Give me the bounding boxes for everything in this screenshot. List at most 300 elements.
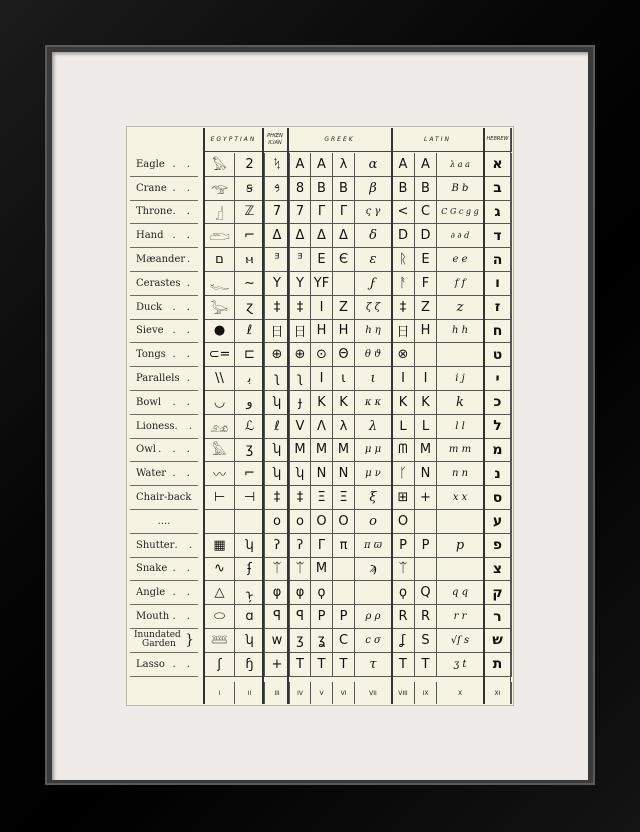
glyph-cell: F	[415, 272, 437, 296]
glyph-cell: ⊙	[311, 343, 333, 367]
glyph-cell: ᴲ	[290, 248, 311, 272]
glyph-cell: ל	[484, 415, 512, 439]
glyph-cell: ◡	[205, 391, 235, 415]
row-label	[130, 510, 198, 534]
glyph-cell: 𓅬	[205, 296, 235, 320]
glyph-cell: o	[355, 510, 392, 534]
glyph-cell: π	[333, 534, 355, 558]
glyph-cell	[355, 581, 392, 605]
glyph-cell: ת	[484, 653, 512, 677]
glyph-cell: ג	[484, 201, 512, 225]
row-labels-column	[128, 128, 200, 704]
glyph-cell: q q	[437, 581, 484, 605]
glyph-cell: 𓅠	[205, 177, 235, 201]
glyph-cell: ʮ	[265, 462, 290, 486]
glyph-cell: ש	[484, 629, 512, 653]
glyph-cell: Q	[415, 581, 437, 605]
glyph-cell: ד	[484, 224, 512, 248]
glyph-cell: π ϖ	[355, 534, 392, 558]
glyph-cell: ט	[484, 343, 512, 367]
glyph-cell: K	[415, 391, 437, 415]
glyph-cell: ꟼ	[290, 605, 311, 629]
glyph-cell: i j	[437, 367, 484, 391]
glyph-cell: Δ	[265, 224, 290, 248]
row-label-text: Owl	[136, 444, 156, 456]
glyph-cell: 𓊨	[205, 201, 235, 225]
glyph-cell: ז	[484, 296, 512, 320]
row-label	[130, 629, 198, 653]
glyph-cell: ⬭	[205, 605, 235, 629]
brace: }	[185, 631, 194, 648]
leader-dots: . .	[172, 396, 194, 408]
glyph-cell: c σ	[355, 629, 392, 653]
glyph-cell: h h	[437, 320, 484, 344]
leader-dots: . .	[172, 230, 194, 242]
glyph-cell	[205, 510, 235, 534]
glyph-cell: ε	[355, 248, 392, 272]
row-label	[130, 439, 198, 463]
glyph-cell: ם	[205, 248, 235, 272]
glyph-cell: ᠨ	[235, 581, 265, 605]
glyph-cell: ᛪ	[265, 153, 290, 177]
glyph-cell: ᛠ	[290, 558, 311, 582]
column-numeral: V	[311, 682, 333, 704]
glyph-cell: ɧ	[235, 653, 265, 677]
glyph-cell: 𓂧	[205, 224, 235, 248]
glyph-cell: ∿	[205, 558, 235, 582]
glyph-cell: ⊏	[235, 343, 265, 367]
glyph-cell: R	[415, 605, 437, 629]
row-label-text: Throne	[136, 206, 173, 218]
glyph-cell: B	[311, 177, 333, 201]
glyph-cell: S	[415, 629, 437, 653]
row-label	[130, 248, 198, 272]
row-label	[130, 153, 198, 177]
glyph-cell: Ξ	[311, 486, 333, 510]
glyph-cell: Δ	[290, 224, 311, 248]
row-label	[130, 177, 198, 201]
glyph-cell: λ	[333, 153, 355, 177]
glyph-cell: פ	[484, 534, 512, 558]
glyph-cell: ʃ	[205, 653, 235, 677]
row-label-text: Lioness	[136, 420, 175, 432]
header-latin: LATIN	[392, 128, 484, 152]
glyph-cell: D	[415, 224, 437, 248]
glyph-cell: N	[311, 462, 333, 486]
glyph-cell: מ	[484, 439, 512, 463]
glyph-cell: Y	[265, 272, 290, 296]
header-phoenician: PHŒN ICIAN	[263, 128, 288, 152]
glyph-cell: V	[290, 415, 311, 439]
glyph-cell: M	[311, 439, 333, 463]
glyph-cell: ~	[235, 272, 265, 296]
row-label	[130, 558, 198, 582]
leader-dots: . .	[172, 206, 194, 218]
glyph-cell: H	[415, 320, 437, 344]
glyph-cell: Θ	[333, 343, 355, 367]
glyph-cell: l l	[437, 415, 484, 439]
row-label-text: Cerastes	[136, 277, 181, 289]
group-divider	[262, 128, 264, 704]
column-numeral: III	[265, 682, 290, 704]
glyph-cell: ‡	[265, 486, 290, 510]
glyph-cell: ι	[333, 367, 355, 391]
glyph-cell: ה	[484, 248, 512, 272]
glyph-cell: I	[311, 367, 333, 391]
leader-dots: .	[186, 254, 194, 266]
column-numeral: VII	[355, 682, 392, 704]
glyph-cell: Z	[333, 296, 355, 320]
glyph-cell: A	[290, 153, 311, 177]
glyph-cell: ʒ t	[437, 653, 484, 677]
row-label-line2: Garden	[142, 639, 176, 650]
glyph-cell: ʮ	[290, 462, 311, 486]
glyph-cell: ר	[484, 605, 512, 629]
glyph-cell: m m	[437, 439, 484, 463]
glyph-cell: Δ	[333, 224, 355, 248]
row-label	[130, 581, 198, 605]
row-label	[130, 272, 198, 296]
leader-dots: .	[186, 373, 194, 385]
leader-dots: . .	[172, 563, 194, 575]
glyph-cell: ‡	[265, 296, 290, 320]
glyph-cell: τ	[355, 653, 392, 677]
row-label-text: Shutter	[136, 539, 175, 551]
glyph-cell: ρ ρ	[355, 605, 392, 629]
glyph-cell: O	[392, 510, 415, 534]
glyph-cell: C G c g g	[437, 201, 484, 225]
row-label-text: Hand	[136, 230, 164, 242]
glyph-cell: x x	[437, 486, 484, 510]
glyph-cell: ע	[484, 510, 512, 534]
glyph-cell: Γ	[311, 201, 333, 225]
row-label	[130, 486, 198, 510]
glyph-cell: ʓ	[311, 629, 333, 653]
row-label	[130, 534, 198, 558]
glyph-cell: ⊂=	[205, 343, 235, 367]
glyph-cell: ʔ	[265, 534, 290, 558]
glyph-cell: ᚨ	[392, 272, 415, 296]
glyph-cell: Γ	[311, 534, 333, 558]
glyph-cell: B b	[437, 177, 484, 201]
glyph-cell: 日	[265, 320, 290, 344]
glyph-cell: ꞩ	[235, 177, 265, 201]
column-numeral: X	[437, 682, 484, 704]
glyph-cell: A	[392, 153, 415, 177]
glyph-cell: YF	[311, 272, 333, 296]
glyph-cell: I	[392, 367, 415, 391]
row-label-text: Sieve	[136, 325, 164, 337]
glyph-cell: ⊗	[392, 343, 415, 367]
glyph-cell	[415, 558, 437, 582]
glyph-cell: λ	[333, 415, 355, 439]
alphabet-grid	[203, 128, 511, 704]
glyph-cell: I	[415, 367, 437, 391]
glyph-cell: T	[415, 653, 437, 677]
header-egyptian: EGYPTIAN	[205, 128, 263, 152]
row-label-text: ....	[157, 515, 171, 527]
row-label-text: Mæander	[136, 254, 186, 266]
glyph-cell: ⲙ	[235, 248, 265, 272]
glyph-cell: L	[415, 415, 437, 439]
glyph-cell: Λ	[311, 415, 333, 439]
glyph-cell: ᛠ	[265, 558, 290, 582]
glyph-cell: ᚴ	[392, 462, 415, 486]
glyph-cell: P	[311, 605, 333, 629]
row-label	[130, 343, 198, 367]
glyph-cell: Ξ	[333, 486, 355, 510]
glyph-cell: 日	[392, 320, 415, 344]
glyph-cell: ⌐	[235, 462, 265, 486]
glyph-cell: n n	[437, 462, 484, 486]
glyph-cell: ʒ	[235, 439, 265, 463]
glyph-cell: ς γ	[355, 201, 392, 225]
row-label-text: Chair-back	[136, 492, 192, 504]
glyph-cell: 𐤁	[265, 177, 290, 201]
glyph-cell: θ ϑ	[355, 343, 392, 367]
glyph-cell	[333, 581, 355, 605]
glyph-cell: T	[333, 653, 355, 677]
glyph-cell: μ ν	[355, 462, 392, 486]
leader-dots: . .	[172, 658, 194, 670]
glyph-cell: ᗰ	[392, 439, 415, 463]
glyph-cell: H	[333, 320, 355, 344]
row-label	[130, 415, 198, 439]
glyph-cell: K	[392, 391, 415, 415]
glyph-cell: D	[392, 224, 415, 248]
glyph-cell: P	[392, 534, 415, 558]
glyph-cell: M	[311, 558, 333, 582]
glyph-cell: Є	[333, 248, 355, 272]
leader-dots: . .	[172, 349, 194, 361]
row-label-text: Lasso	[136, 658, 165, 670]
glyph-cell: ᒪ	[392, 415, 415, 439]
glyph-cell: P	[415, 534, 437, 558]
column-numeral: XI	[484, 682, 512, 704]
glyph-cell	[235, 510, 265, 534]
leader-dots: . .	[174, 539, 197, 551]
header-hebrew: HEBREW	[484, 128, 512, 152]
glyph-cell: ●	[205, 320, 235, 344]
glyph-cell: N	[333, 462, 355, 486]
row-label	[130, 391, 198, 415]
glyph-cell: λ a a	[437, 153, 484, 177]
header-greek: GREEK	[288, 128, 392, 152]
leader-dots: . .	[172, 587, 194, 599]
column-numeral: I	[205, 682, 235, 704]
glyph-cell: ב	[484, 177, 512, 201]
row-label-text: Angle	[136, 587, 166, 599]
row-label	[130, 462, 198, 486]
leader-dots: . .	[172, 325, 194, 337]
glyph-cell: ⊢	[205, 486, 235, 510]
glyph-cell: e e	[437, 248, 484, 272]
glyph-cell: O	[333, 510, 355, 534]
glyph-cell: △	[205, 581, 235, 605]
row-label	[130, 653, 198, 677]
glyph-cell: z	[437, 296, 484, 320]
glyph-cell: ⊣	[235, 486, 265, 510]
glyph-cell: ∂ ∂ d	[437, 224, 484, 248]
row-label-text: Crane	[136, 182, 167, 194]
glyph-cell: 𓃭	[205, 415, 235, 439]
glyph-cell: M	[290, 439, 311, 463]
glyph-cell: o	[290, 510, 311, 534]
row-label-text: Water	[136, 468, 167, 480]
leader-dots: .	[186, 277, 194, 289]
glyph-cell: ϡ	[355, 558, 392, 582]
glyph-cell: ⊕	[265, 343, 290, 367]
glyph-cell: ﺑ	[235, 367, 265, 391]
leader-dots: . .	[172, 158, 194, 170]
row-label	[130, 296, 198, 320]
glyph-cell: K	[311, 391, 333, 415]
row-label	[130, 320, 198, 344]
glyph-cell: י	[484, 367, 512, 391]
glyph-cell: צ	[484, 558, 512, 582]
leader-dots: . .	[172, 301, 194, 313]
group-divider	[483, 128, 485, 704]
glyph-cell: 𓆷	[205, 629, 235, 653]
column-numeral: VIII	[392, 682, 415, 704]
glyph-cell: μ μ	[355, 439, 392, 463]
glyph-cell: ק	[484, 581, 512, 605]
glyph-cell: α	[355, 153, 392, 177]
glyph-cell: ʆ	[392, 629, 415, 653]
glyph-cell	[333, 558, 355, 582]
glyph-cell: 8	[290, 177, 311, 201]
glyph-cell: ϙ	[311, 581, 333, 605]
row-label-line1: Inundated	[134, 630, 181, 641]
glyph-cell: δ	[355, 224, 392, 248]
row-label	[130, 201, 198, 225]
glyph-cell: T	[311, 653, 333, 677]
leader-dots: . . .	[158, 444, 194, 456]
glyph-cell: B	[392, 177, 415, 201]
row-label-text: Eagle	[136, 158, 165, 170]
glyph-cell: T	[392, 653, 415, 677]
glyph-cell: Δ	[311, 224, 333, 248]
glyph-cell: C	[415, 201, 437, 225]
glyph-cell: +	[265, 653, 290, 677]
glyph-cell: A	[415, 153, 437, 177]
glyph-cell	[333, 272, 355, 296]
glyph-cell: ▦	[205, 534, 235, 558]
glyph-cell: O	[311, 510, 333, 534]
glyph-cell: λ	[355, 415, 392, 439]
glyph-cell: M	[415, 439, 437, 463]
glyph-cell: ʅ	[290, 367, 311, 391]
glyph-cell: כ	[484, 391, 512, 415]
glyph-cell: H	[311, 320, 333, 344]
row-label-text: Snake	[136, 563, 168, 575]
glyph-cell: 日	[290, 320, 311, 344]
glyph-cell: φ	[265, 581, 290, 605]
glyph-cell: B	[415, 177, 437, 201]
glyph-cell: κ κ	[355, 391, 392, 415]
glyph-cell: w	[265, 629, 290, 653]
leader-dots: . .	[172, 468, 194, 480]
glyph-cell: ᛠ	[392, 558, 415, 582]
row-label	[130, 367, 198, 391]
glyph-cell: ⌐	[235, 224, 265, 248]
leader-dots: . .	[172, 182, 194, 194]
group-divider	[287, 128, 289, 704]
glyph-cell: T	[290, 653, 311, 677]
glyph-cell: ϙ	[392, 581, 415, 605]
glyph-cell: 7	[265, 201, 290, 225]
glyph-cell: ℓ	[235, 320, 265, 344]
glyph-cell: ℒ	[235, 415, 265, 439]
glyph-cell: E	[311, 248, 333, 272]
row-label-text: Tongs	[136, 349, 166, 361]
glyph-cell	[415, 343, 437, 367]
leader-dots: . .	[172, 611, 194, 623]
glyph-cell: I	[311, 296, 333, 320]
glyph-cell: φ	[290, 581, 311, 605]
glyph-cell: ℤ	[235, 201, 265, 225]
row-label	[130, 224, 198, 248]
glyph-cell: N	[415, 462, 437, 486]
glyph-cell: ʮ	[265, 439, 290, 463]
glyph-cell	[437, 343, 484, 367]
glyph-cell: ס	[484, 486, 512, 510]
glyph-cell	[437, 558, 484, 582]
row-label-text: Bowl	[136, 396, 162, 408]
glyph-cell: f f	[437, 272, 484, 296]
column-numeral: II	[235, 682, 265, 704]
glyph-cell: 𓅓	[205, 439, 235, 463]
glyph-cell: ⊞	[392, 486, 415, 510]
glyph-cell: 𓅃	[205, 153, 235, 177]
leader-dots: . .	[174, 420, 197, 432]
glyph-cell: ‡	[392, 296, 415, 320]
glyph-cell: 𓆑	[205, 272, 235, 296]
glyph-cell: E	[415, 248, 437, 272]
glyph-cell: +	[415, 486, 437, 510]
glyph-cell: r r	[437, 605, 484, 629]
glyph-cell: P	[333, 605, 355, 629]
column-numeral: VI	[333, 682, 355, 704]
glyph-cell: ξ	[355, 486, 392, 510]
glyph-cell: ℓ	[265, 415, 290, 439]
glyph-cell: ι	[355, 367, 392, 391]
glyph-cell: k	[437, 391, 484, 415]
glyph-cell: B	[333, 177, 355, 201]
glyph-cell: 7	[290, 201, 311, 225]
glyph-cell: ϝ	[355, 272, 392, 296]
glyph-cell: ח	[484, 320, 512, 344]
glyph-cell: ʒ	[290, 629, 311, 653]
glyph-cell: ו	[484, 272, 512, 296]
glyph-cell: p	[437, 534, 484, 558]
glyph-cell: ʔ	[290, 534, 311, 558]
glyph-cell: ꟼ	[265, 605, 290, 629]
row-label-text: Parallels	[136, 373, 180, 385]
glyph-cell: ɑ	[235, 605, 265, 629]
glyph-cell: ɀ	[235, 296, 265, 320]
glyph-cell	[415, 510, 437, 534]
glyph-cell: ʅ	[265, 367, 290, 391]
glyph-cell: h η	[355, 320, 392, 344]
glyph-cell: K	[333, 391, 355, 415]
group-divider	[391, 128, 393, 704]
glyph-cell: ʮ	[235, 534, 265, 558]
glyph-cell: A	[311, 153, 333, 177]
glyph-cell: β	[355, 177, 392, 201]
glyph-cell: ʮ	[235, 629, 265, 653]
glyph-cell: √ſ s	[437, 629, 484, 653]
